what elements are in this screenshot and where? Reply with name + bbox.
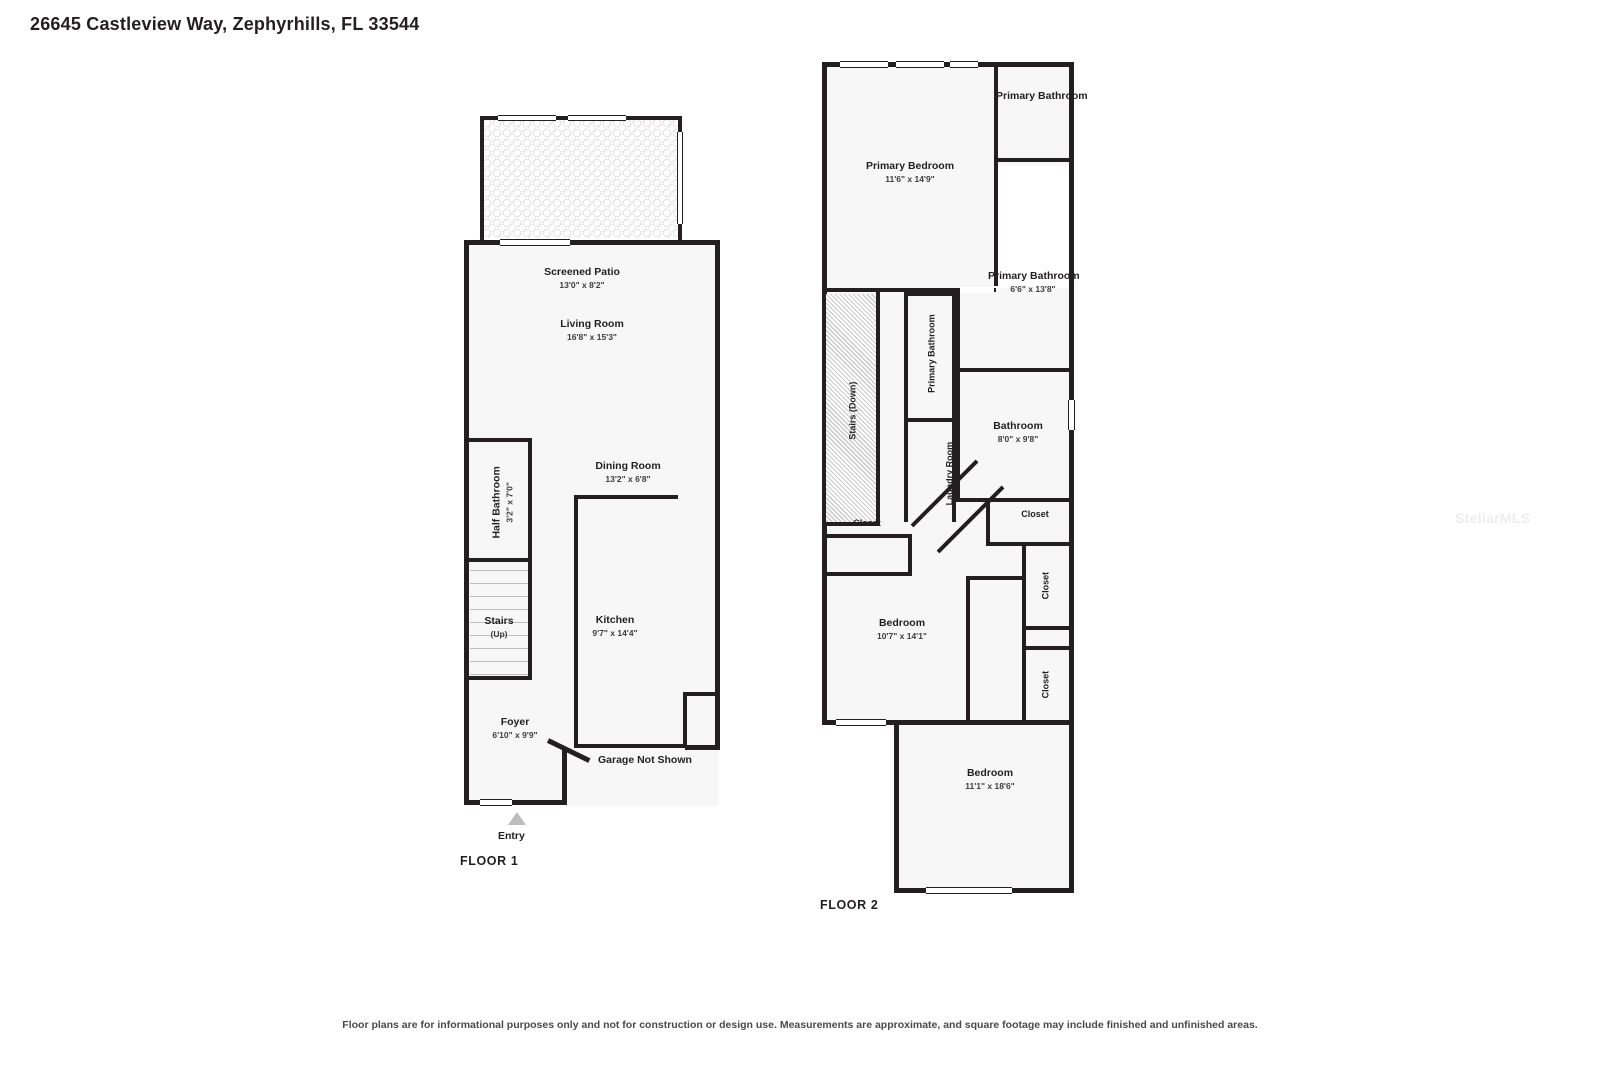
patio-window-top-1 [498, 115, 556, 121]
room-label-bedroom-bottom: Bedroom 11'1" x 18'6" [965, 767, 1015, 792]
bathroom-window-right [1068, 400, 1075, 430]
closet-lower-wall-left [1022, 630, 1026, 724]
closet-right-wall-bottom [986, 542, 1074, 546]
half-bath-wall-top [466, 438, 532, 442]
room-label-foyer: Foyer 6'10" x 9'9" [492, 716, 538, 741]
watermark: StellarMLS [1455, 510, 1531, 526]
room-label-bedroom-mid: Bedroom 10'7" x 14'1" [877, 617, 927, 642]
dining-kitchen-wall-h [574, 495, 678, 499]
primary-bath2-wall-top [904, 292, 956, 296]
room-label-half-bathroom: Half Bathroom 3'2" x 7'0" [490, 466, 515, 539]
primary-bath-top-wall-left [994, 62, 998, 162]
garage-note: Garage Not Shown [598, 754, 692, 766]
kitchen-nook-wall-h [683, 692, 717, 696]
bedroom-mid-wall-top-right [966, 576, 1024, 580]
closet-left-wall-top [824, 534, 912, 538]
primary-bedroom-window-1 [840, 61, 888, 68]
room-label-living-room: Living Room 16'8" x 15'3" [560, 318, 624, 343]
closet-mid-wall-left [1022, 546, 1026, 630]
half-bath-wall-right [528, 440, 532, 562]
laundry-wall-left [904, 422, 908, 522]
kitchen-nook-wall [683, 692, 687, 748]
laundry-wall-top [904, 418, 956, 422]
patio-window-right [677, 132, 683, 224]
room-label-primary-bedroom: Primary Bedroom 11'6" x 14'9" [865, 160, 955, 185]
room-label-dining-room: Dining Room 13'2" x 6'8" [595, 460, 661, 485]
floor1-wall-garage-side [562, 748, 567, 805]
living-slider [500, 239, 570, 246]
room-label-stairs-up: Stairs (Up) [484, 615, 514, 640]
floor1-wall-left-upper [464, 240, 469, 440]
floor1-wall-right [715, 240, 720, 750]
bottom-bedroom-fill [896, 722, 1072, 888]
patio-wall-left [480, 116, 484, 240]
upper-right-fill [996, 66, 1088, 166]
screened-patio-area [482, 118, 682, 238]
bathroom-wall-bottom [956, 498, 1074, 502]
room-label-closet-lower: Closet [1040, 670, 1051, 699]
closet-mid-wall-bottom [1022, 626, 1074, 630]
hall-wall-left [904, 292, 908, 418]
bedroom-window-mid [836, 719, 886, 726]
floor2-wall-bottom-right [1069, 720, 1074, 893]
closet-left-wall-right [908, 534, 912, 576]
floor-2-label: FLOOR 2 [820, 898, 879, 912]
page-title: 26645 Castleview Way, Zephyrhills, FL 33544 [30, 14, 420, 34]
room-label-closet-left: Closet [853, 518, 881, 528]
primary-bedroom-window-3 [950, 61, 978, 68]
closet-left-wall-bottom [824, 572, 912, 576]
entry-label: Entry [498, 830, 525, 842]
half-bath-wall-bottom [466, 558, 532, 562]
floor-2-plan [800, 50, 1100, 920]
patio-window-top-2 [568, 115, 626, 121]
room-label-kitchen: Kitchen 9'7" x 14'4" [592, 614, 638, 639]
floor-1-plan [440, 100, 760, 840]
room-label-bathroom: Bathroom 8'0" x 9'8" [993, 420, 1043, 445]
room-label-primary-bathroom-top: Primary Bathroom [996, 90, 1088, 102]
room-label-primary-bathroom-right: Primary Bathroom 6'6" x 13'8" [988, 270, 1080, 295]
bedroom-window-bottom [926, 887, 1012, 894]
room-label-screened-patio: Screened Patio 13'0" x 8'2" [544, 266, 620, 291]
room-label-primary-bathroom-hall: Primary Bathroom [926, 314, 937, 393]
room-label-closet-mid: Closet [1040, 571, 1051, 600]
disclaimer-text: Floor plans are for informational purposes only and not for construction or design use. Measurements are approximate, and square footage may include finished and unfinished areas. [342, 1019, 1258, 1031]
room-label-closet-right: Closet [1021, 509, 1049, 519]
entry-arrow-icon [508, 812, 526, 825]
stairs-down-wall-right [876, 290, 880, 526]
room-label-laundry-room: Laundry Room [944, 441, 955, 506]
primary-bath-top-wall-bottom [994, 158, 1074, 162]
stairs-wall-bottom [466, 676, 532, 680]
floor-1-label: FLOOR 1 [460, 854, 519, 868]
floor1-wall-right-lower [685, 745, 720, 750]
kitchen-wall-lower [574, 648, 578, 748]
closet-right-wall-left [986, 502, 990, 546]
bedroom-mid-wall-right [966, 578, 970, 724]
foyer-fill [466, 740, 566, 806]
primary-bath-right-bottom [956, 368, 1074, 372]
floor2-wall-bottom-left [894, 720, 899, 892]
primary-bath-vert-divider [994, 162, 998, 286]
room-label-stairs-down: Stairs (Down) [847, 381, 858, 440]
floor1-entry-door [480, 799, 512, 806]
primary-bedroom-window-2 [896, 61, 944, 68]
floor1-wall-bottom-left [464, 800, 564, 805]
primary-bath-right-divider [956, 288, 960, 372]
kitchen-wall-bottom [574, 744, 684, 748]
floor2-wall-left-upper [822, 62, 827, 294]
